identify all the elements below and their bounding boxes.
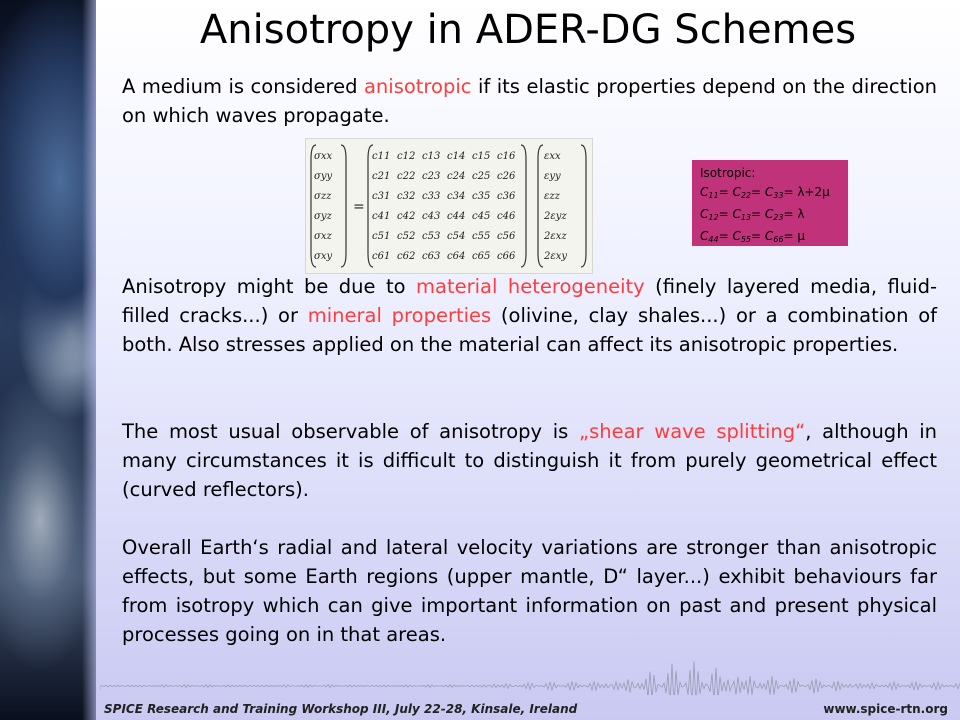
footer-website[interactable]: www.spice-rtn.org: [823, 702, 948, 716]
stress-component: σxx: [314, 151, 333, 162]
matrix-coefficient: c51: [372, 231, 391, 242]
para3-text-2: , although in many circumstances it is difficult to distinguish it from purely geometrical effect (curved reflectors).: [122, 420, 937, 501]
matrix-coefficient: c26: [497, 171, 516, 182]
earth-regions-paragraph: Overall Earth‘s radial and lateral velocity variations are stronger than anisotropic effects, but some Earth regions (upper mantle, D“ layer...) exhibit behaviours far from isotropy which can give important information on past and present physical processes going on in that areas.: [122, 536, 937, 646]
stiffness-matrix-equation: [305, 138, 593, 274]
stress-component: σxy: [314, 251, 333, 262]
matrix-coefficient: c63: [422, 251, 441, 262]
material-heterogeneity-highlight: material heterogeneity: [416, 275, 645, 298]
matrix-coefficient: c22: [397, 171, 416, 182]
matrix-coefficient: c43: [422, 211, 441, 222]
isotropic-line-2: $C_{12}= C_{13}= C_{23}= \lambda$: [700, 207, 805, 222]
stress-component: σzz: [314, 191, 332, 202]
stress-bracket-right: [341, 145, 346, 267]
matrix-coefficient: c41: [372, 211, 391, 222]
footer-workshop: SPICE Research and Training Workshop III, July 22-28, Kinsale, Ireland: [104, 702, 578, 716]
para3-text-1: The most usual observable of anisotropy is: [122, 420, 579, 443]
intro-text-pre: A medium is considered: [122, 75, 364, 98]
intro-paragraph: [122, 72, 937, 130]
matrix-coefficient: c56: [497, 231, 516, 242]
heterogeneity-paragraph: [122, 272, 937, 359]
matrix-coefficient: c36: [497, 191, 516, 202]
matrix-coefficient: c62: [397, 251, 416, 262]
strain-component: εxx: [544, 151, 561, 162]
matrix-coefficient: c44: [447, 211, 466, 222]
matrix-coefficient: c12: [397, 151, 416, 162]
strain-bracket-right: [581, 145, 586, 267]
intro-text-post: if its elastic properties depend on the direction on which waves propagate.: [122, 75, 937, 127]
anisotropic-highlight: anisotropic: [363, 75, 472, 98]
para2-text-1: Anisotropy might be due to: [122, 275, 417, 298]
matrix-coefficient: c42: [397, 211, 416, 222]
matrix-svg: [306, 139, 592, 273]
strain-bracket-left: [538, 145, 543, 267]
stress-component: σxz: [314, 231, 332, 242]
matrix-coefficient: c54: [447, 231, 466, 242]
matrix-coefficient: c16: [497, 151, 516, 162]
matrix-coefficient: c45: [472, 211, 491, 222]
matrix-coefficient: c13: [422, 151, 441, 162]
isotropic-line-3: $C_{44}= C_{55}= C_{66}= \mu$: [700, 229, 805, 244]
mineral-properties-highlight: mineral properties: [307, 304, 492, 327]
matrix-coefficient: c32: [397, 191, 416, 202]
stress-component: σyy: [314, 171, 333, 182]
isotropic-line-1: $C_{11}= C_{22}= C_{33}= \lambda+2\mu$: [700, 185, 830, 200]
stress-bracket-left: [311, 145, 316, 267]
shear-wave-paragraph: [122, 417, 937, 504]
matrix-bracket-right: [521, 145, 526, 267]
matrix-coefficient: c66: [497, 251, 516, 262]
matrix-coefficient: c11: [372, 151, 391, 162]
matrix-coefficient: c31: [372, 191, 391, 202]
matrix-bracket-left: [368, 145, 373, 267]
matrix-coefficient: c25: [472, 171, 491, 182]
shear-wave-splitting-highlight: „shear wave splitting“: [578, 420, 806, 443]
isotropic-box: [692, 160, 848, 246]
matrix-coefficient: c55: [472, 231, 491, 242]
matrix-coefficient: c24: [447, 171, 466, 182]
slide-title: Anisotropy in ADER-DG Schemes: [199, 7, 857, 53]
para2-text-2: (finely layered media, fluid-filled cracks...) or: [122, 275, 937, 327]
matrix-coefficient: c65: [472, 251, 491, 262]
isotropic-heading: Isotropic:: [700, 166, 756, 180]
matrix-coefficient: c52: [397, 231, 416, 242]
matrix-coefficient: c35: [472, 191, 491, 202]
matrix-coefficient: c34: [447, 191, 466, 202]
earth-image-strip: [0, 0, 96, 720]
strain-component: 2εxy: [544, 251, 568, 262]
matrix-coefficient: c53: [422, 231, 441, 242]
matrix-coefficient: c33: [422, 191, 441, 202]
equals-sign: =: [353, 199, 365, 215]
matrix-coefficient: c61: [372, 251, 391, 262]
para2-text-3: (olivine, clay shales...) or a combination of both. Also stresses applied on the material can affect its anisotropic properties.: [122, 304, 937, 356]
matrix-coefficient: c64: [447, 251, 466, 262]
matrix-coefficient: c21: [372, 171, 391, 182]
matrix-coefficient: c46: [497, 211, 516, 222]
matrix-coefficient: c23: [422, 171, 441, 182]
matrix-coefficient: c14: [447, 151, 466, 162]
strain-component: 2εxz: [544, 231, 567, 242]
seismogram-trace: [100, 640, 960, 695]
strain-component: εyy: [544, 171, 561, 182]
matrix-coefficient: c15: [472, 151, 491, 162]
seismogram-line: [100, 661, 960, 695]
strain-component: εzz: [544, 191, 560, 202]
strain-component: 2εyz: [544, 211, 567, 222]
stress-component: σyz: [314, 211, 332, 222]
